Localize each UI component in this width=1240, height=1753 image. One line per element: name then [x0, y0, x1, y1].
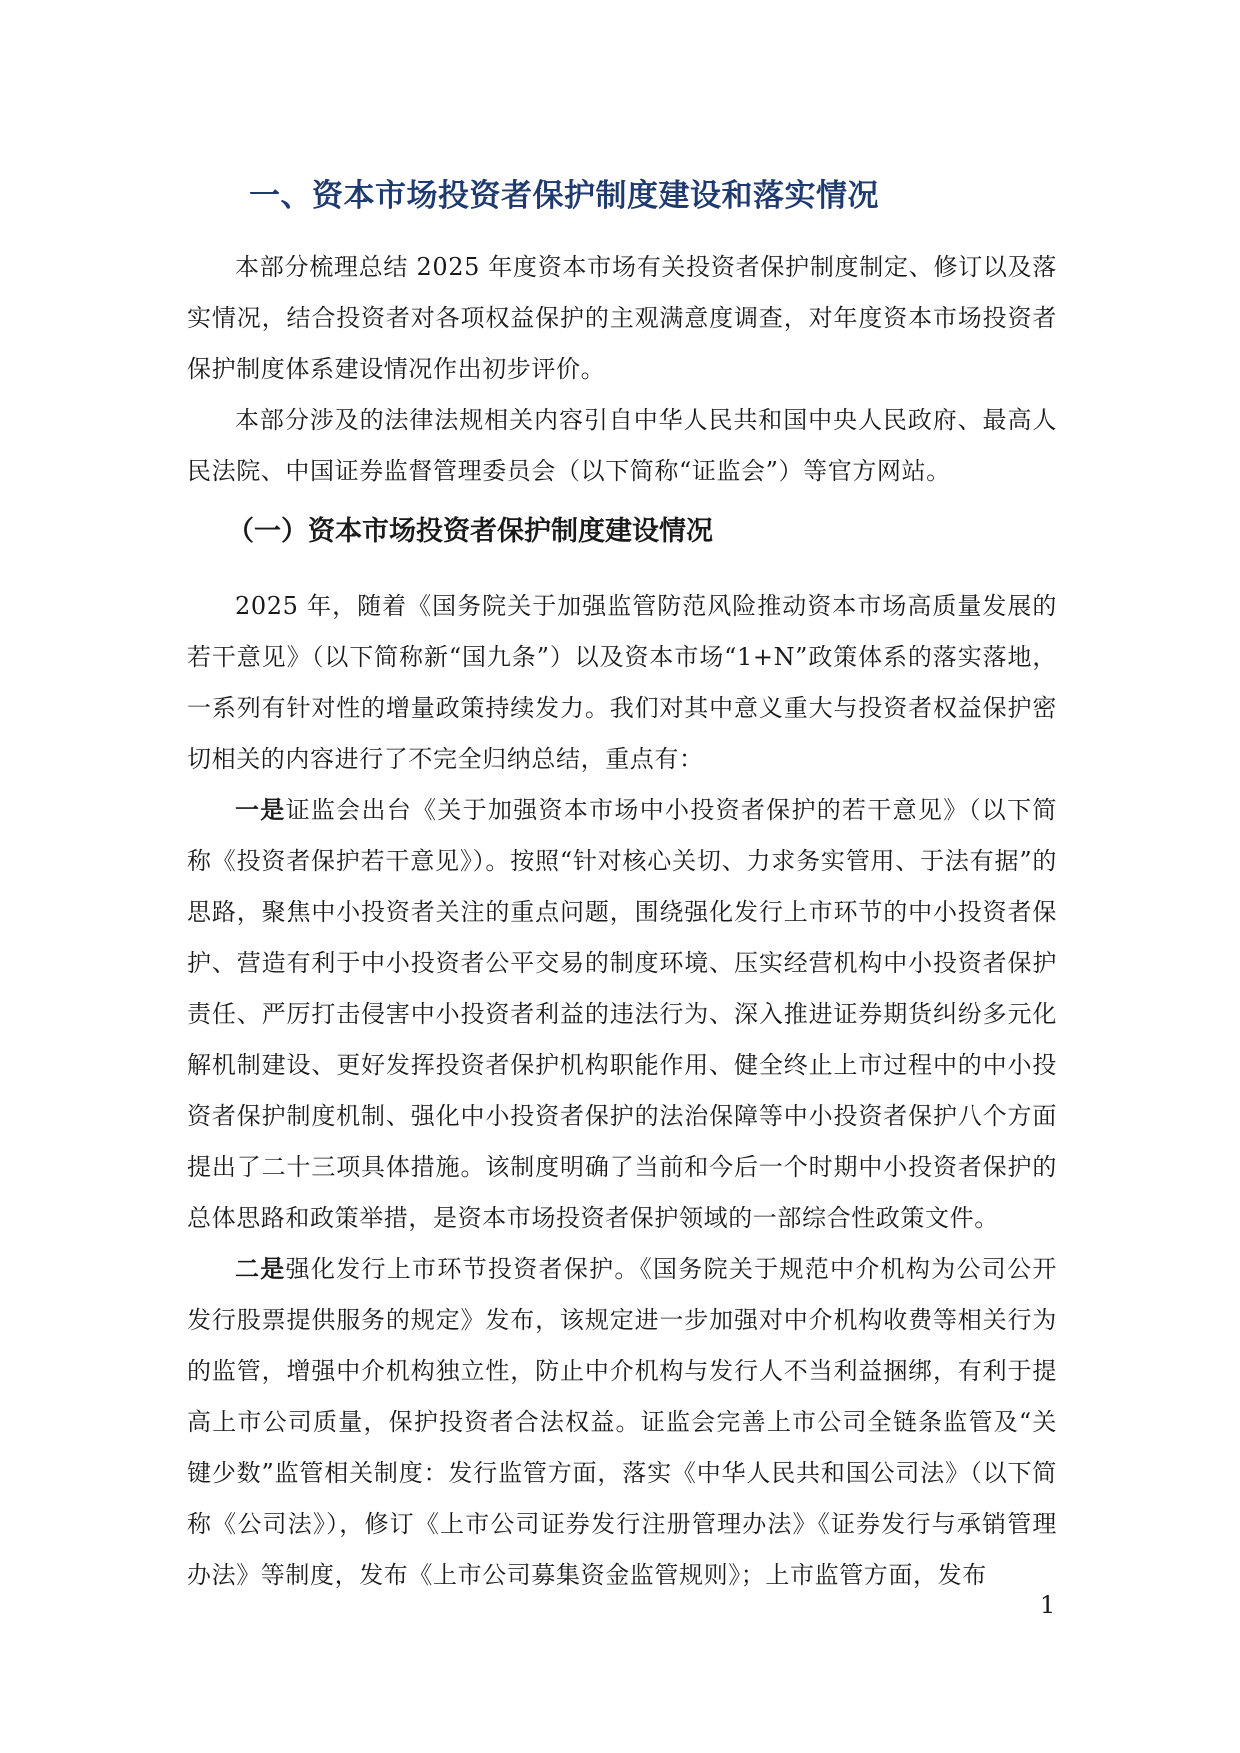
item-paragraph-2: [187, 1244, 1057, 1601]
item-lead: 一是: [235, 796, 286, 824]
body-paragraph: 2025 年，随着《国务院关于加强监管防范风险推动资本市场高质量发展的若干意见》（以下简称新“国九条”）以及资本市场“1+N”政策体系的落实落地，一系列有针对性的增量政策持续发力。我们对其中意义重大与投资者权益保护密切相关的内容进行了不完全归纳总结，重点有：: [187, 592, 1057, 773]
intro-paragraph: 本部分梳理总结 2025 年度资本市场有关投资者保护制度制定、修订以及落实情况，结合投资者对各项权益保护的主观满意度调查，对年度资本市场投资者保护制度体系建设情况作出初步评价。: [187, 253, 1057, 383]
intro-paragraph: 本部分涉及的法律法规相关内容引自中华人民共和国中央人民政府、最高人民法院、中国证券监督管理委员会（以下简称“证监会”）等官方网站。: [187, 406, 1057, 485]
subsection-title: （一）资本市场投资者保护制度建设情况: [227, 516, 713, 547]
item-text: 强化发行上市环节投资者保护。《国务院关于规范中介机构为公司公开发行股票提供服务的规定》发布，该规定进一步加强对中介机构收费等相关行为的监管，增强中介机构独立性，防止中介机构与发行人不当利益捆绑，有利于提高上市公司质量，保护投资者合法权益。证监会完善上市公司全链条监管及“关键少数”监管相关制度：发行监管方面，落实《中华人民共和国公司法》（以下简称《公司法》），修订《上市公司证券发行注册管理办法》《证券发行与承销管理办法》等制度，发布《上市公司募集资金监管规则》；上市监管方面，发布: [187, 1255, 1057, 1589]
page-number: 1: [1040, 1591, 1056, 1619]
item-lead: 二是: [235, 1255, 286, 1283]
item-paragraph-1: [187, 785, 1057, 1244]
page-content: [187, 170, 1057, 1601]
section-title: 一、资本市场投资者保护制度建设和落实情况: [249, 178, 879, 214]
item-text: 证监会出台《关于加强资本市场中小投资者保护的若干意见》（以下简称《投资者保护若干意见》）。按照“针对核心关切、力求务实管用、于法有据”的思路，聚焦中小投资者关注的重点问题，围绕强化发行上市环节的中小投资者保护、营造有利于中小投资者公平交易的制度环境、压实经营机构中小投资者保护责任、严厉打击侵害中小投资者利益的违法行为、深入推进证券期货纠纷多元化解机制建设、更好发挥投资者保护机构职能作用、健全终止上市过程中的中小投资者保护制度机制、强化中小投资者保护的法治保障等中小投资者保护八个方面提出了二十三项具体措施。该制度明确了当前和今后一个时期中小投资者保护的总体思路和政策举措，是资本市场投资者保护领域的一部综合性政策文件。: [187, 796, 1057, 1232]
